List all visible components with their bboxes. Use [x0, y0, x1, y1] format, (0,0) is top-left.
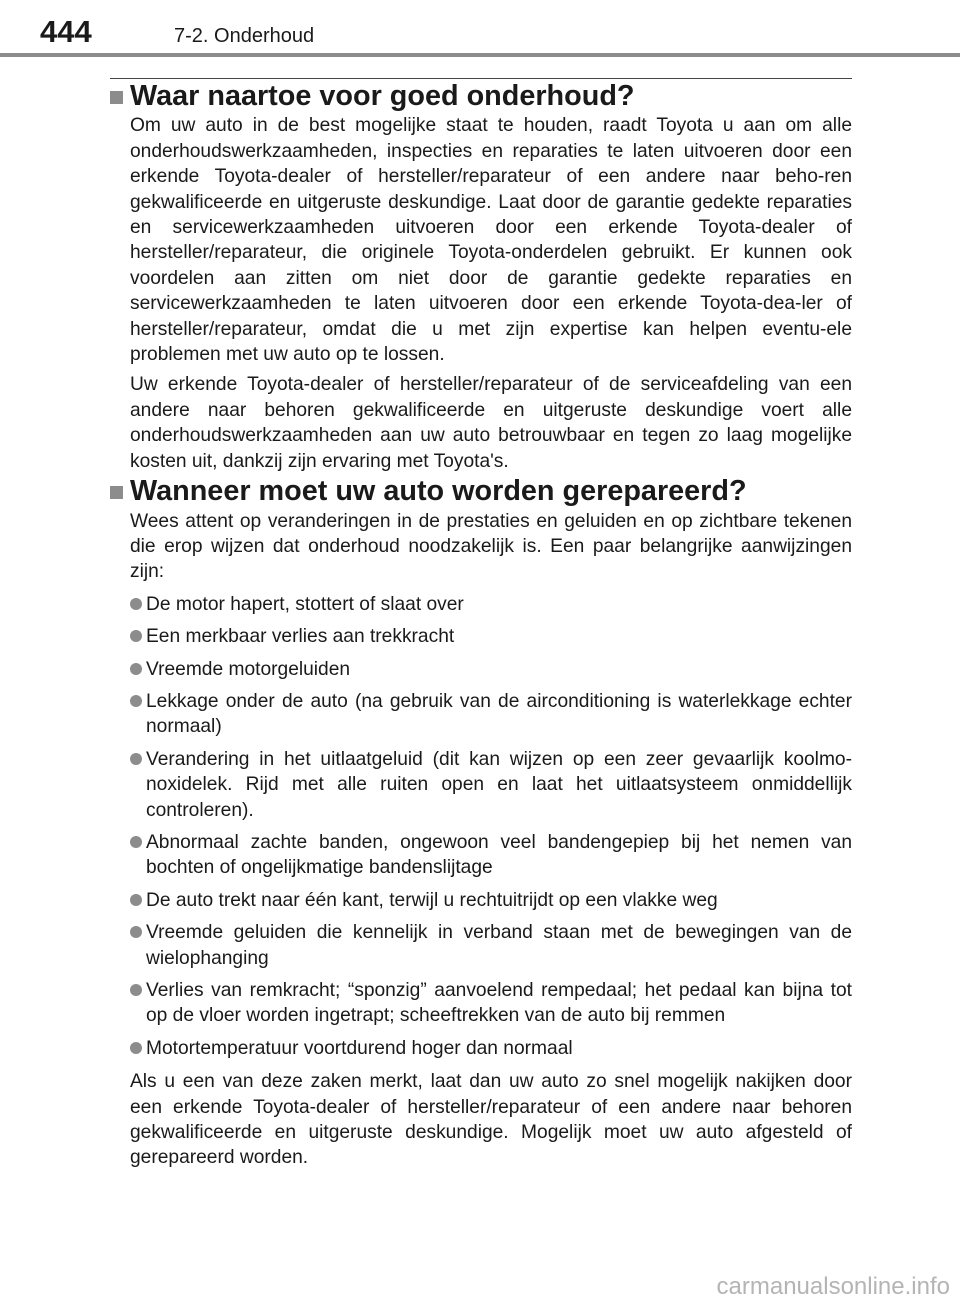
paragraph: Uw erkende Toyota-dealer of hersteller/reparateur of de serviceafdeling van een andere naar behoren gekwalificeerde en uitgeruste deskundige voert alle onderhoudswerkzaamheden aan uw auto betrouwbaar en tegen zo laag mogelijke kosten uit, dankzij zijn ervaring met Toyota's. — [130, 374, 852, 472]
page-number: 444 — [40, 14, 92, 49]
list-item — [130, 747, 852, 823]
circle-bullet-icon — [130, 984, 142, 996]
page-header — [0, 0, 960, 60]
list-item — [130, 624, 852, 649]
list-item — [130, 830, 852, 881]
section-heading-where — [110, 80, 852, 112]
square-bullet-icon — [110, 91, 123, 104]
circle-bullet-icon — [130, 836, 142, 848]
symptom-list — [110, 592, 852, 1062]
section-heading-when — [110, 475, 852, 508]
paragraph: Als u een van deze zaken merkt, laat dan uw auto zo snel mogelijk nakijken door een erkende Toyota-dealer of hersteller/reparateur of een andere naar behoren gekwalificeerde en uitgeruste deskundige. Mogelijk moet uw auto afgesteld of gerepareerd worden. — [130, 1071, 852, 1169]
section-heading-text: Waar naartoe voor goed onderhoud? — [130, 80, 635, 112]
paragraph: Om uw auto in de best mogelijke staat te houden, raadt Toyota u aan om alle onderhoudswerkzaamheden, inspecties en reparaties te laten uitvoeren door een erkende Toyota-dealer of hersteller/reparateur of een andere naar beho-ren gekwalificeerde en uitgeruste deskundige. Laat door de garantie gedekte reparaties en servicewerkzaamheden uitvoeren door een erkende Toyota-dealer of hersteller/reparateur, die originele Toyota-onderdelen gebruikt. Er kunnen ook voordelen aan zitten om niet door de garantie gedekte reparaties en servicewerkzaamheden te laten uitvoeren door een erkende Toyota-dea-ler of hersteller/reparateur, omdat die u met zijn expertise kan helpen eventu-ele problemen met uw auto op te lossen. — [130, 115, 852, 366]
page-content — [110, 80, 852, 1171]
list-item-text: De motor hapert, stottert of slaat over — [146, 593, 464, 615]
list-item — [130, 592, 852, 617]
list-item-text: Een merkbaar verlies aan trekkracht — [146, 626, 455, 648]
list-item — [130, 888, 852, 913]
list-item-text: De auto trekt naar één kant, terwijl u rechtuitrijdt op een vlakke weg — [146, 889, 718, 911]
list-item-text: Motortemperatuur voortdurend hoger dan normaal — [146, 1037, 573, 1059]
circle-bullet-icon — [130, 695, 142, 707]
circle-bullet-icon — [130, 894, 142, 906]
header-rule — [0, 53, 960, 57]
section-title: 7-2. Onderhoud — [174, 25, 315, 47]
list-item — [130, 657, 852, 682]
list-item-text: Abnormaal zachte banden, ongewoon veel bandengepiep bij het nemen van bochten of ongelijkmatige bandenslijtage — [146, 831, 852, 879]
list-item — [130, 978, 852, 1029]
list-item-text: Vreemde geluiden die kennelijk in verband staan met de bewegingen van de wielophanging — [146, 922, 852, 969]
watermark: carmanualsonline.info — [716, 1273, 950, 1300]
list-item — [130, 920, 852, 971]
list-item-text: Vreemde motorgeluiden — [146, 658, 351, 680]
paragraph: Wees attent op veranderingen in de prestaties en geluiden en op zichtbare tekenen die erop wijzen dat onderhoud noodzakelijk is. Een paar belangrijke aanwijzingen zijn: — [130, 510, 852, 583]
circle-bullet-icon — [130, 630, 142, 642]
circle-bullet-icon — [130, 598, 142, 610]
list-item-text: Verlies van remkracht; “sponzig” aanvoelend rempedaal; het pedaal kan bijna tot op de vloer worden ingetrapt; scheeftrekken van de auto bij remmen — [146, 980, 852, 1027]
content-rule — [110, 78, 852, 79]
circle-bullet-icon — [130, 663, 142, 675]
circle-bullet-icon — [130, 753, 142, 765]
list-item-text: Lekkage onder de auto (na gebruik van de airconditioning is waterlekkage echter normaal) — [146, 690, 852, 738]
square-bullet-icon — [110, 486, 123, 499]
list-item-text: Verandering in het uitlaatgeluid (dit kan wijzen op een zeer gevaarlijk koolmo-noxidelek. Rijd met alle ruiten open en laat het uitlaatsysteem onmiddellijk controleren). — [146, 748, 852, 821]
circle-bullet-icon — [130, 926, 142, 938]
section-heading-text: Wanneer moet uw auto worden gerepareerd? — [130, 475, 747, 508]
list-item — [130, 1036, 852, 1061]
list-item — [130, 689, 852, 740]
circle-bullet-icon — [130, 1042, 142, 1054]
